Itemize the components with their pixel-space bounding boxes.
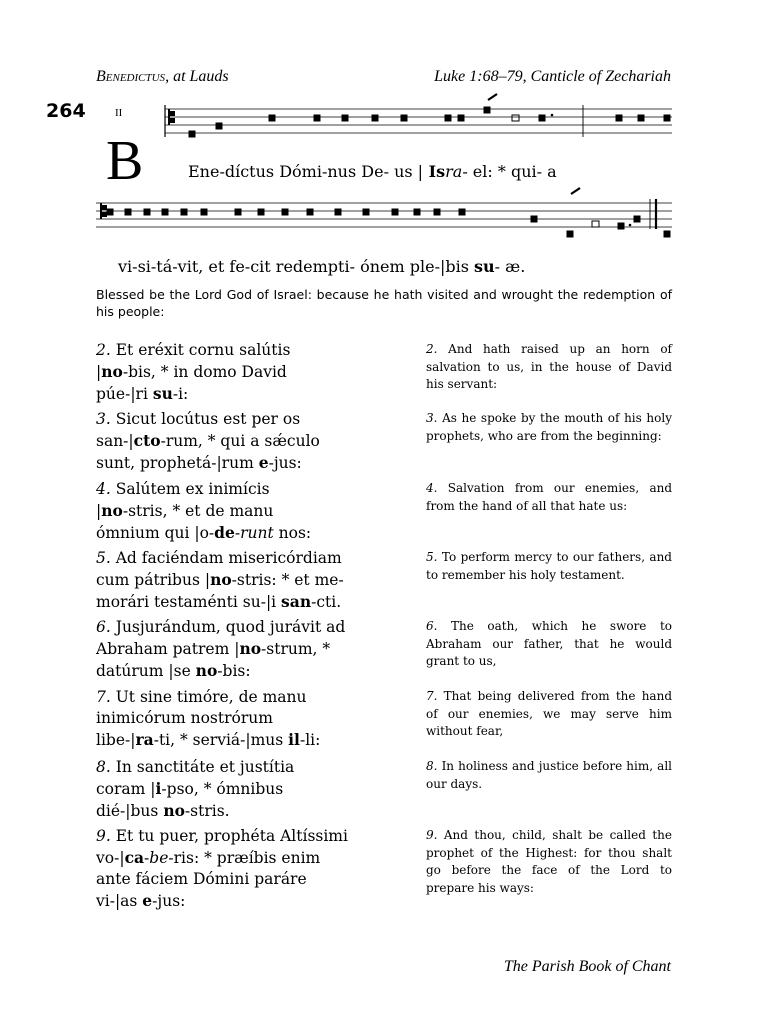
- verse-latin-line: [96, 409, 406, 430]
- neume: [216, 123, 223, 130]
- neume: [189, 131, 196, 138]
- verse-latin-line: [96, 778, 406, 800]
- verse-text-segment: su: [152, 384, 173, 403]
- verse-text-segment: morári testaménti su-|i: [96, 593, 282, 611]
- verse-text-segment: i: [155, 779, 162, 798]
- verse-number: 5.: [426, 550, 442, 564]
- neume-hollow: [512, 115, 519, 121]
- neume: [201, 209, 208, 216]
- verse-text-segment: no: [210, 570, 232, 589]
- verse-text-segment: púe-|ri: [96, 385, 153, 403]
- neume: [235, 209, 242, 216]
- neume: [618, 223, 625, 230]
- verse-text-segment: nos:: [273, 524, 312, 542]
- neume: [531, 216, 538, 223]
- c-clef-icon: [100, 203, 102, 219]
- accent-mark: [571, 188, 580, 194]
- verse-latin: [96, 687, 406, 751]
- neume: [459, 209, 466, 216]
- verse-text-segment: -rum, * qui a sǽculo: [160, 432, 320, 450]
- verse-latin-line: [96, 500, 406, 522]
- book-title-footer: The Parish Book of Chant: [503, 958, 671, 975]
- verse-text-segment: il: [288, 730, 300, 749]
- neume: [307, 209, 314, 216]
- verse-latin-line: [96, 383, 406, 405]
- lyric-segment: - el: * qui- a: [462, 162, 557, 181]
- verse-text-segment: -i:: [172, 385, 189, 403]
- chant-lyric-line-2: [118, 257, 525, 276]
- verse-text-segment: -jus:: [152, 892, 186, 910]
- verse-number: 3.: [426, 411, 443, 425]
- verse-latin: [96, 617, 406, 682]
- verse-text-segment: runt: [240, 524, 274, 542]
- verse-text-segment: be: [149, 849, 169, 867]
- verse-text-segment: ante fáciem Dómini paráre: [96, 870, 307, 888]
- neume: [664, 231, 671, 238]
- verse-number: 9.: [426, 828, 444, 842]
- verse-number: 7.: [96, 688, 111, 706]
- verse-latin: [96, 479, 406, 544]
- verse-text-segment: Sicut locútus est per os: [110, 410, 301, 428]
- verse-text-segment: -bis, * in domo David: [122, 363, 287, 381]
- verse-text-segment: -stris, * et de manu: [122, 502, 274, 520]
- neume-hollow: [592, 221, 599, 227]
- verse-english: [426, 688, 672, 741]
- verse-text-segment: -: [234, 524, 241, 542]
- verse-number: 4.: [426, 481, 448, 495]
- verse-text-segment: Et eréxit cornu salútis: [110, 341, 291, 359]
- scripture-reference: Luke 1:68–79, Canticle of Zechariah: [434, 68, 671, 85]
- verse-latin: [96, 757, 406, 822]
- verse-text-segment: -bis:: [217, 662, 251, 680]
- verse-number: 8.: [96, 758, 111, 776]
- verse-latin-line: [96, 890, 406, 912]
- verse-latin-line: [96, 452, 406, 474]
- verse-latin-line: [96, 361, 406, 383]
- verse-number: 9.: [96, 827, 111, 845]
- verse-text-segment: vi-|as: [96, 892, 143, 910]
- verse-number: 8.: [426, 759, 442, 773]
- lyric-segment: vi-si-tá-vit, et fe-cit redempti- ónem ple-|bis: [118, 257, 475, 276]
- neume: [434, 209, 441, 216]
- verse-text-segment: -stris.: [184, 802, 230, 820]
- verse-latin-line: [96, 800, 406, 822]
- neume: [342, 115, 349, 122]
- verse-text-segment: libe-|: [96, 731, 136, 749]
- verse-latin: [96, 409, 406, 474]
- verse-text-segment: Ad faciéndam misericórdiam: [110, 549, 342, 567]
- verse-english: [426, 758, 672, 793]
- verse-english-text: And thou, child, shalt be called the prophet of the Highest: for thou shalt go before the face of the Lord to prepare his ways:: [426, 828, 673, 895]
- verse-latin-line: [96, 847, 406, 869]
- chant-translation: Blessed be the Lord God of Israel: because he hath visited and wrought the redemption of his people:: [96, 287, 672, 319]
- verse-text-segment: sunt, prophetá-|rum: [96, 454, 259, 472]
- lyric-segment: Is: [423, 162, 446, 181]
- verse-latin: [96, 826, 406, 912]
- verse-text-segment: coram |: [96, 780, 156, 798]
- verse-text-segment: -strum, *: [261, 640, 331, 658]
- verse-latin-line: [96, 826, 406, 847]
- c-clef-icon: [170, 111, 175, 116]
- neume: [363, 209, 370, 216]
- c-clef-icon: [102, 205, 107, 210]
- staff-1: [165, 94, 672, 138]
- verse-number: 6.: [426, 619, 452, 633]
- chant-title-name: Benedictus: [96, 68, 166, 85]
- verse-latin-line: [96, 479, 406, 500]
- neume: [664, 115, 671, 122]
- verse-text-segment: datúrum |se: [96, 662, 196, 680]
- verse-english-text: To perform mercy to our fathers, and to remember his holy testament.: [426, 550, 672, 582]
- neume: [258, 209, 265, 216]
- verse-latin-line: [96, 617, 406, 638]
- verse-number: 3.: [96, 410, 111, 428]
- verse-text-segment: -cti.: [311, 593, 342, 611]
- verse-english: [426, 410, 672, 445]
- verse-latin-line: [96, 708, 406, 729]
- neume: [144, 209, 151, 216]
- verse-text-segment: san: [281, 592, 312, 611]
- verse-latin-line: [96, 591, 406, 613]
- lyric-segment: ra: [445, 162, 463, 181]
- verse-english-text: And hath raised up an horn of salvation to us, in the house of David his servant:: [426, 342, 672, 391]
- verse-text-segment: -pso, * ómnibus: [161, 780, 284, 798]
- verse-english-text: That being delivered from the hand of our enemies, we may serve him without fear,: [426, 689, 672, 738]
- lyric-segment: Ene-díctus Dómi-nus De- us |: [188, 162, 424, 181]
- verse-text-segment: no: [195, 661, 218, 680]
- verse-english: [426, 480, 672, 515]
- mora-dot: [629, 224, 632, 227]
- verse-latin: [96, 340, 406, 405]
- verse-english-text: In holiness and justice before him, all our days.: [426, 759, 672, 791]
- verse-latin-line: [96, 869, 406, 890]
- neume: [181, 209, 188, 216]
- verse-latin-line: [96, 548, 406, 569]
- neume: [414, 209, 421, 216]
- verse-text-segment: -stris: * et me-: [231, 571, 344, 589]
- verse-english: [426, 618, 672, 671]
- verse-number: 2.: [96, 341, 111, 359]
- verse-text-segment: Et tu puer, prophéta Altíssimi: [110, 827, 348, 845]
- neume: [125, 209, 132, 216]
- lyric-segment: - æ.: [494, 257, 526, 276]
- verse-text-segment: vo-|: [96, 849, 125, 867]
- verse-text-segment: e: [258, 453, 269, 472]
- verse-text-segment: -li:: [299, 731, 321, 749]
- neume: [282, 209, 289, 216]
- verse-english-text: Salvation from our enemies, and from the hand of all that hate us:: [426, 481, 673, 513]
- verse-number: 7.: [426, 689, 444, 703]
- verse-text-segment: de: [214, 523, 235, 542]
- verse-text-segment: Abraham patrem |: [96, 640, 240, 658]
- verse-latin: [96, 548, 406, 613]
- verse-text-segment: ómnium qui |o-: [96, 524, 215, 542]
- c-clef-icon: [168, 109, 170, 125]
- neume: [634, 216, 641, 223]
- neume: [392, 209, 399, 216]
- verse-text-segment: Salútem ex inimícis: [110, 480, 270, 498]
- chant-staves: [0, 0, 768, 280]
- verse-text-segment: no: [239, 639, 262, 658]
- verse-text-segment: ra: [135, 730, 154, 749]
- verse-text-segment: e: [142, 891, 153, 910]
- verse-text-segment: Ut sine timóre, de manu: [110, 688, 307, 706]
- verse-english-text: As he spoke by the mouth of his holy prophets, who are from the beginning:: [426, 411, 672, 443]
- neume: [567, 231, 574, 238]
- verse-english: [426, 827, 672, 897]
- verse-latin-line: [96, 729, 406, 751]
- verse-latin-line: [96, 660, 406, 682]
- verse-text-segment: In sanctitáte et justítia: [110, 758, 295, 776]
- neume: [539, 115, 546, 122]
- neume: [616, 115, 623, 122]
- c-clef-icon: [170, 118, 175, 123]
- verse-text-segment: inimicórum nostrórum: [96, 709, 273, 727]
- verse-latin-line: [96, 430, 406, 452]
- verse-text-segment: Jusjurándum, quod jurávit ad: [110, 618, 346, 636]
- neume: [107, 209, 114, 216]
- neume: [335, 209, 342, 216]
- drop-initial: B: [106, 130, 144, 192]
- verse-latin-line: [96, 757, 406, 778]
- neume: [638, 115, 645, 122]
- verse-text-segment: |: [96, 502, 102, 520]
- neume: [314, 115, 321, 122]
- verse-latin-line: [96, 687, 406, 708]
- neume: [269, 115, 276, 122]
- staff-2: [96, 188, 672, 238]
- verse-number: 5.: [96, 549, 111, 567]
- chant-lyric-line-1: [188, 162, 557, 181]
- verse-latin-line: [96, 340, 406, 361]
- neume: [162, 209, 169, 216]
- verse-number: 4.: [96, 480, 111, 498]
- verse-text-segment: -jus:: [268, 454, 302, 472]
- verse-text-segment: -ti, * serviá-|mus: [153, 731, 289, 749]
- verse-text-segment: no: [101, 362, 123, 381]
- chant-title-office: , at Lauds: [165, 68, 229, 85]
- verse-text-segment: dié-|bus: [96, 802, 164, 820]
- mora-dot: [551, 114, 554, 117]
- lyric-segment: su: [474, 257, 495, 276]
- verse-text-segment: no: [101, 501, 123, 520]
- mode-label: II: [115, 107, 123, 119]
- verse-text-segment: san-|: [96, 432, 134, 450]
- verse-text-segment: -: [144, 849, 150, 867]
- verse-text-segment: cum pátribus |: [96, 571, 211, 589]
- verse-latin-line: [96, 522, 406, 544]
- verse-english: [426, 341, 672, 394]
- neume: [372, 115, 379, 122]
- verse-text-segment: -ris: * præíbis enim: [168, 849, 321, 867]
- neume: [458, 115, 465, 122]
- verse-text-segment: no: [163, 801, 185, 820]
- verse-text-segment: cto: [133, 431, 161, 450]
- neume: [445, 115, 452, 122]
- verse-number: 2.: [426, 342, 449, 356]
- neume: [401, 115, 408, 122]
- page-number: 264: [46, 100, 86, 122]
- verse-latin-line: [96, 638, 406, 660]
- verse-number: 6.: [96, 618, 111, 636]
- verse-text-segment: ca: [124, 848, 145, 867]
- verse-english-text: The oath, which he swore to Abraham our father, that he would grant to us,: [426, 619, 673, 668]
- verse-english: [426, 549, 672, 584]
- c-clef-icon: [102, 212, 107, 217]
- verse-latin-line: [96, 569, 406, 591]
- neume: [484, 107, 491, 114]
- verse-text-segment: |: [96, 363, 102, 381]
- accent-mark: [488, 94, 497, 100]
